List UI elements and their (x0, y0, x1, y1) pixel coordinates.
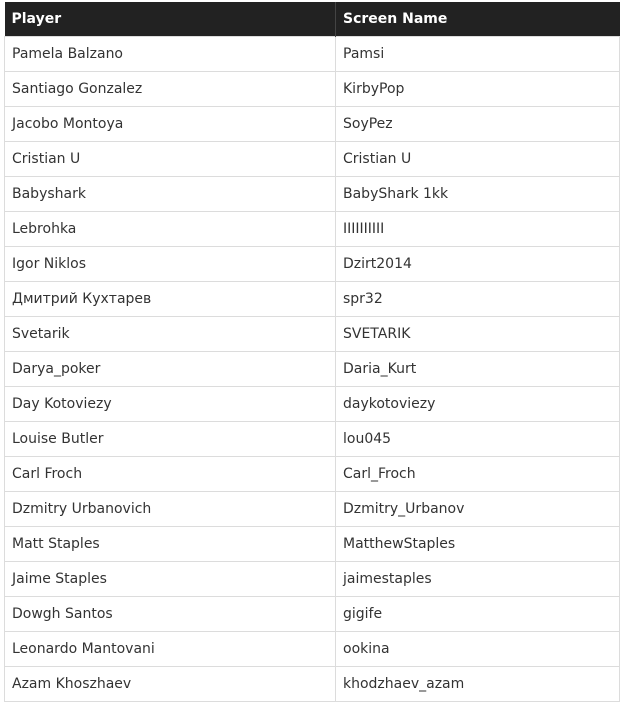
table-row (5, 666, 620, 701)
screen-name-cell: BabyShark 1kk (336, 176, 620, 211)
player-cell: Carl Froch (5, 456, 336, 491)
screen-name-cell: Dzmitry_Urbanov (336, 491, 620, 526)
screen-name-cell: Pamsi (336, 36, 620, 71)
player-cell: Dowgh Santos (5, 596, 336, 631)
table-row (5, 246, 620, 281)
player-cell: Santiago Gonzalez (5, 71, 336, 106)
player-cell: Louise Butler (5, 421, 336, 456)
screen-name-cell: MatthewStaples (336, 526, 620, 561)
screen-name-cell: khodzhaev_azam (336, 666, 620, 701)
table-row (5, 631, 620, 666)
player-cell: Matt Staples (5, 526, 336, 561)
player-cell: Дмитрий Кухтарев (5, 281, 336, 316)
table-row (5, 36, 620, 71)
table-row (5, 421, 620, 456)
table-row (5, 106, 620, 141)
table-row (5, 526, 620, 561)
player-cell: Day Kotoviezy (5, 386, 336, 421)
screen-name-cell: Dzirt2014 (336, 246, 620, 281)
header-row (5, 2, 620, 36)
table-row (5, 386, 620, 421)
player-cell: Babyshark (5, 176, 336, 211)
player-cell: Igor Niklos (5, 246, 336, 281)
screen-name-cell: SoyPez (336, 106, 620, 141)
table-row (5, 351, 620, 386)
player-cell: Svetarik (5, 316, 336, 351)
screen-name-cell: Cristian U (336, 141, 620, 176)
table-row (5, 71, 620, 106)
player-cell: Dzmitry Urbanovich (5, 491, 336, 526)
table-row (5, 456, 620, 491)
screen-name-cell: Carl_Froch (336, 456, 620, 491)
table-row (5, 141, 620, 176)
table-row (5, 211, 620, 246)
table-body (5, 36, 620, 701)
player-cell: Azam Khoszhaev (5, 666, 336, 701)
player-table-container (4, 2, 619, 702)
table-row (5, 281, 620, 316)
player-cell: Lebrohka (5, 211, 336, 246)
player-cell: Darya_poker (5, 351, 336, 386)
screen-name-cell: KirbyPop (336, 71, 620, 106)
screen-name-cell: jaimestaples (336, 561, 620, 596)
player-cell: Jacobo Montoya (5, 106, 336, 141)
player-cell: Jaime Staples (5, 561, 336, 596)
screen-name-cell: IIIIIIIIII (336, 211, 620, 246)
player-cell: Pamela Balzano (5, 36, 336, 71)
column-header-player: Player (5, 2, 336, 36)
player-cell: Leonardo Mantovani (5, 631, 336, 666)
screen-name-cell: gigife (336, 596, 620, 631)
table-row (5, 596, 620, 631)
screen-name-cell: daykotoviezy (336, 386, 620, 421)
screen-name-cell: spr32 (336, 281, 620, 316)
table-row (5, 491, 620, 526)
player-cell: Cristian U (5, 141, 336, 176)
screen-name-cell: Daria_Kurt (336, 351, 620, 386)
table-row (5, 316, 620, 351)
table-header (5, 2, 620, 36)
table-row (5, 561, 620, 596)
screen-name-cell: SVETARIK (336, 316, 620, 351)
column-header-screen-name: Screen Name (336, 2, 620, 36)
screen-name-cell: ookina (336, 631, 620, 666)
table-row (5, 176, 620, 211)
player-table (4, 2, 620, 702)
screen-name-cell: lou045 (336, 421, 620, 456)
